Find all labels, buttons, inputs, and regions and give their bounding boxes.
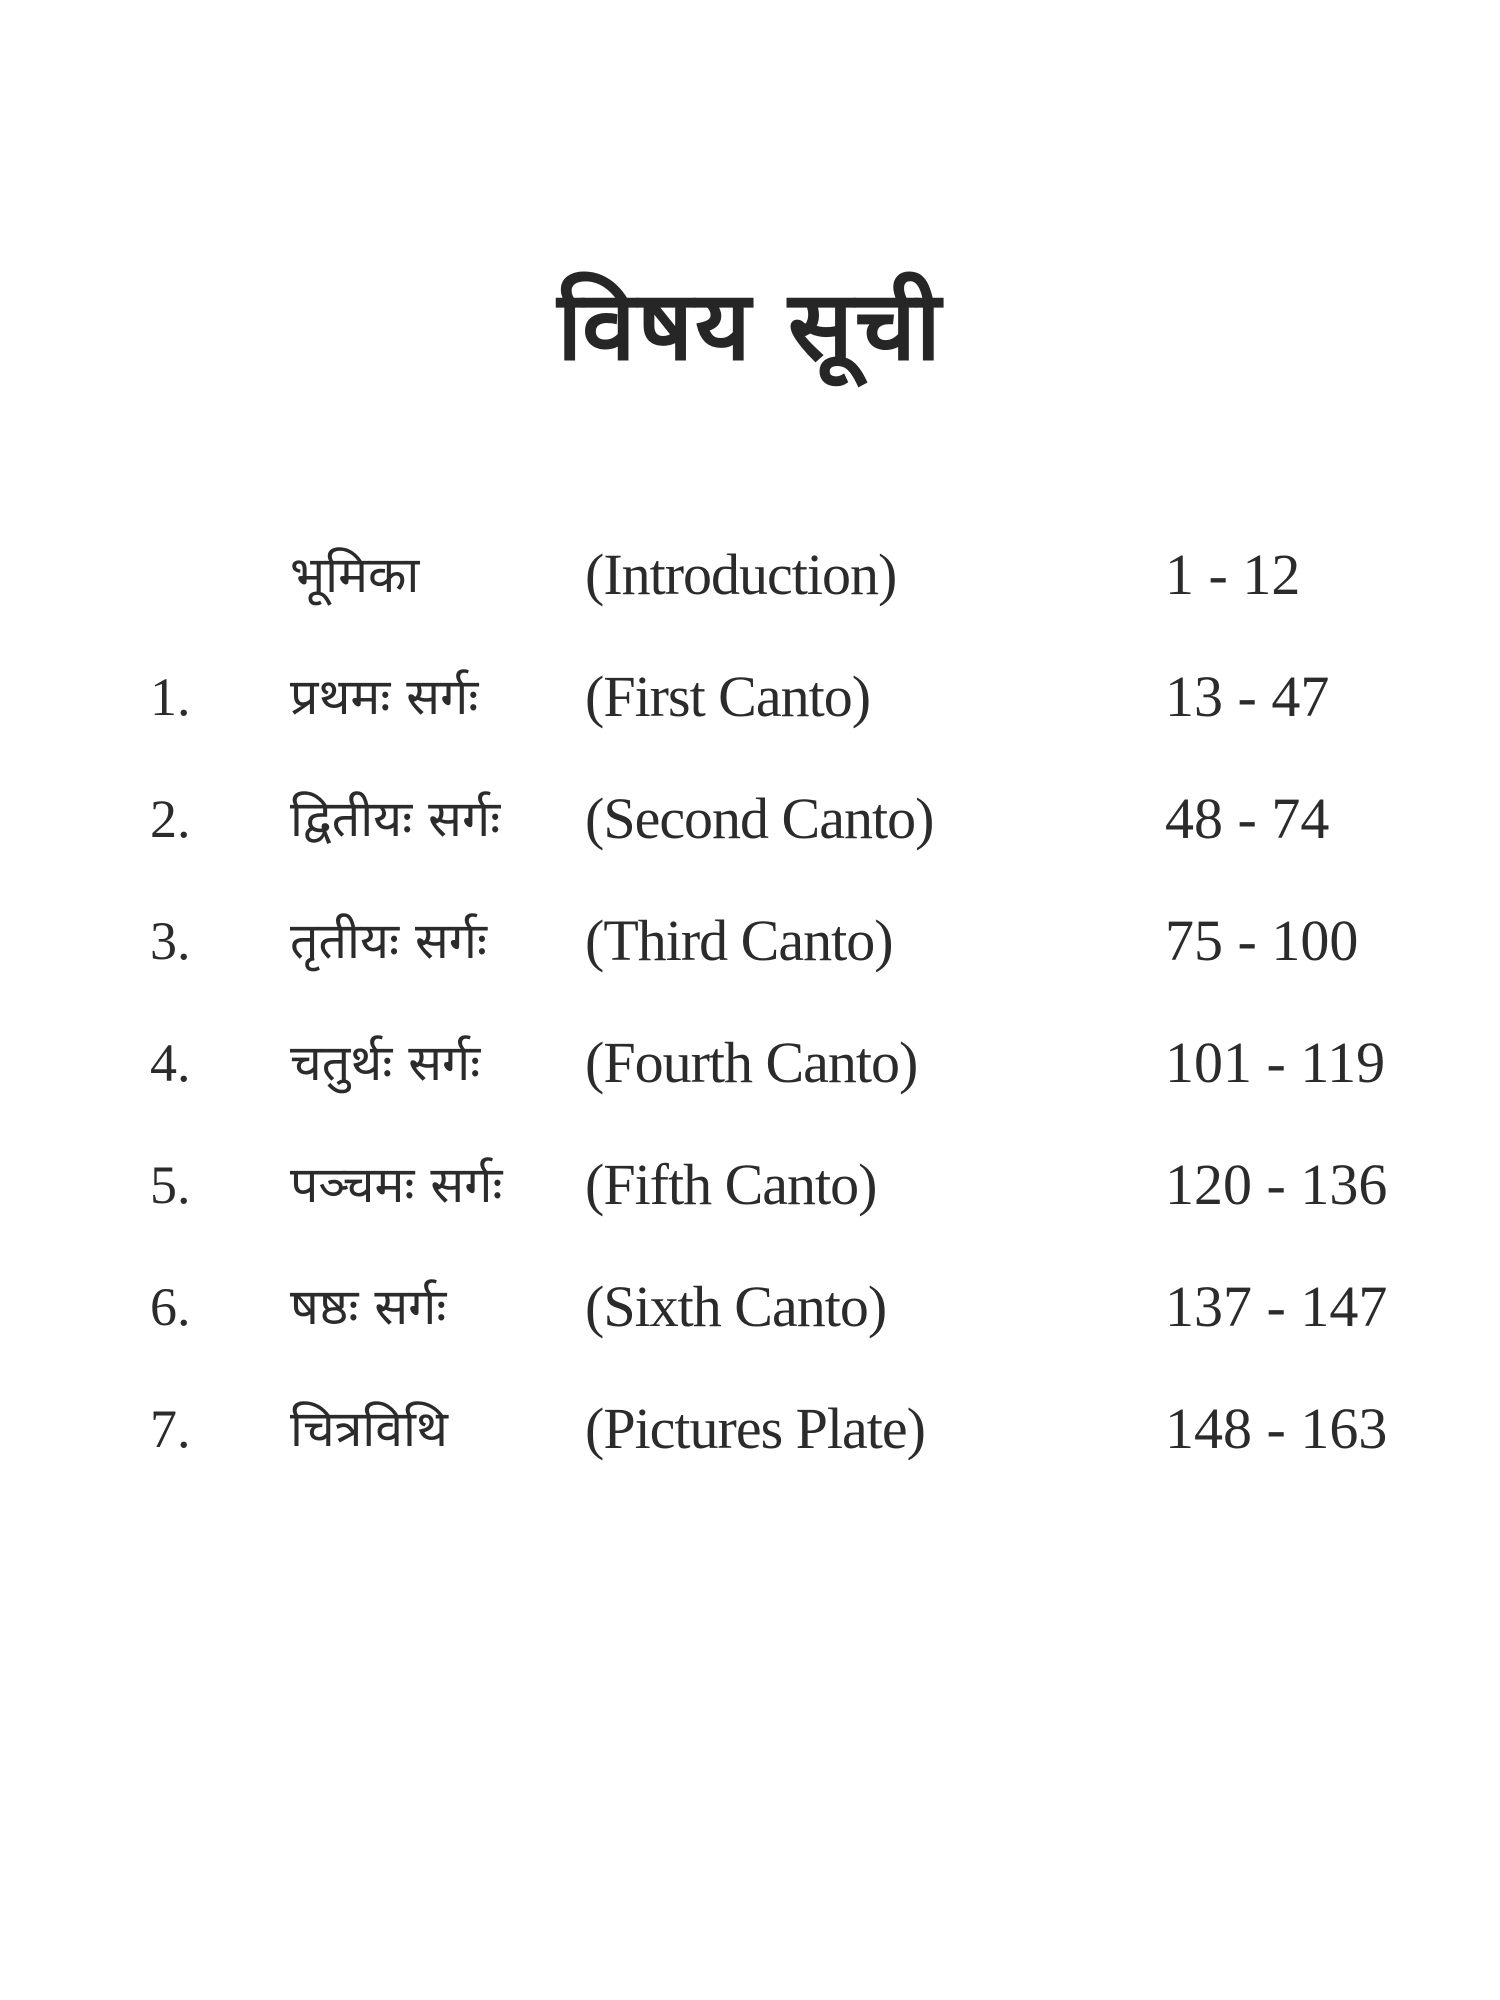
toc-hindi-title: द्वितीयः सर्गः [290,790,501,848]
toc-row-second-canto [0,774,1500,864]
toc-row-sixth-canto [0,1262,1500,1352]
toc-number: 2. [150,789,191,849]
toc-number: 3. [150,911,191,971]
toc-number: 4. [150,1033,191,1093]
toc-english-title: (Third Canto) [585,908,893,973]
toc-row-introduction [0,530,1500,620]
page-title: विषय सूची [557,270,943,382]
toc-number: 5. [150,1155,191,1215]
toc-hindi-title: चतुर्थः सर्गः [290,1034,481,1092]
toc-row-fifth-canto [0,1140,1500,1230]
toc-english-title: (Second Canto) [585,786,934,851]
toc-english-title: (First Canto) [585,664,871,729]
toc-hindi-title: प्रथमः सर्गः [290,668,479,726]
toc-page-range: 120 - 136 [1165,1152,1388,1217]
toc-number: 1. [150,667,191,727]
toc-hindi-title: चित्रविथि [290,1400,448,1458]
toc-row-fourth-canto [0,1018,1500,1108]
toc-page-range: 101 - 119 [1165,1030,1386,1095]
toc-english-title: (Sixth Canto) [585,1274,887,1339]
toc-english-title: (Pictures Plate) [585,1396,925,1461]
toc-page-range: 75 - 100 [1165,908,1359,973]
toc-page-range: 48 - 74 [1165,786,1330,851]
toc-hindi-title: पञ्चमः सर्गः [290,1156,503,1214]
toc-row-first-canto [0,652,1500,742]
toc-hindi-title: तृतीयः सर्गः [290,912,487,970]
toc-english-title: (Fourth Canto) [585,1030,918,1095]
toc-page-range: 1 - 12 [1165,542,1301,607]
toc-english-title: (Fifth Canto) [585,1152,877,1217]
toc-row-third-canto [0,896,1500,986]
toc-english-title: (Introduction) [585,542,897,607]
toc-hindi-title: भूमिका [290,546,420,604]
toc-page-range: 13 - 47 [1165,664,1330,729]
toc-page-range: 137 - 147 [1165,1274,1388,1339]
toc-number: 7. [150,1399,191,1459]
toc-page-range: 148 - 163 [1165,1396,1388,1461]
toc-number: 6. [150,1277,191,1337]
toc-hindi-title: षष्ठः सर्गः [290,1278,447,1336]
toc-row-pictures-plate [0,1384,1500,1474]
